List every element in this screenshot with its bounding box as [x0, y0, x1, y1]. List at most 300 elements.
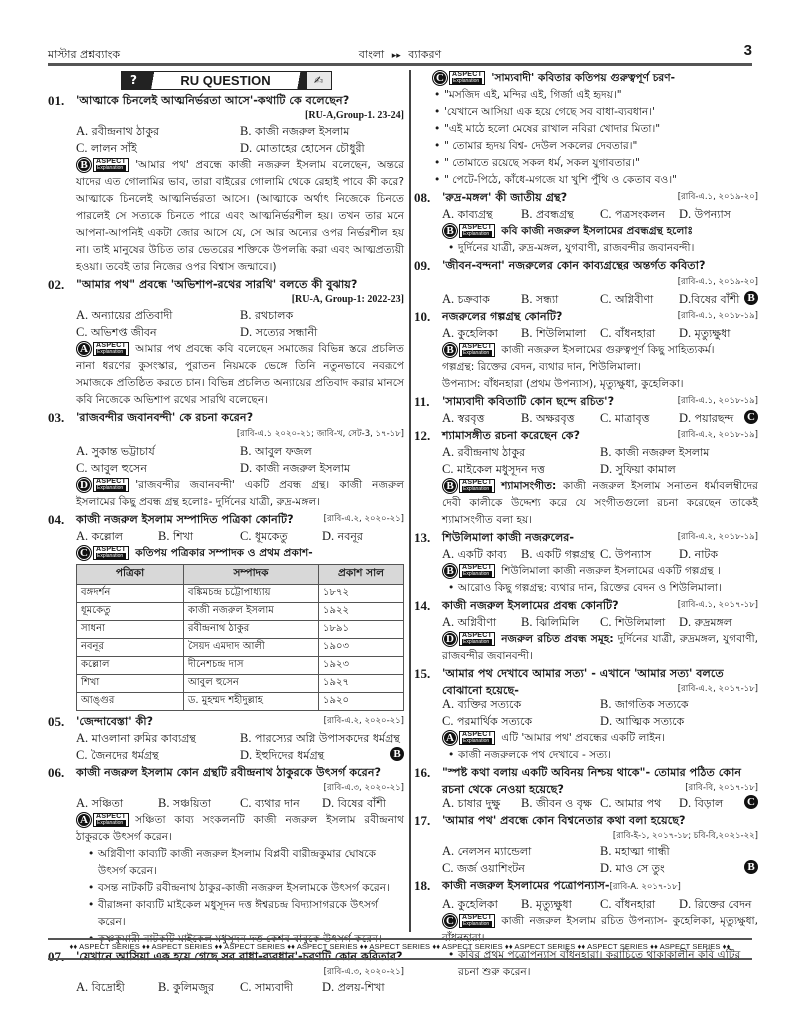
cell-year: ১৯২০: [319, 693, 404, 711]
option-letter: B.: [158, 529, 170, 543]
answer-badge: B: [442, 563, 458, 579]
question-text-wrap: [442, 877, 758, 896]
option-c[interactable]: [76, 747, 240, 764]
option-text: ব্যক্তির সত্যকে: [457, 698, 522, 711]
option-b[interactable]: [521, 546, 600, 563]
option-text: মাওলানা রুমির কাব্যগ্রন্থ: [91, 732, 196, 745]
option-a[interactable]: [442, 206, 521, 223]
explanation-tag: [442, 479, 495, 493]
option-text: সঞ্চয়িতা: [172, 797, 211, 810]
label-top: ASPECT: [462, 914, 493, 921]
option-text: নবনূর: [337, 530, 363, 543]
option-letter: B.: [521, 411, 533, 425]
option-letter: C.: [600, 796, 612, 810]
question-text: 'আত্মাকে চিনলেই আত্মনির্ভরতা আসে'-কথাটি কে বলেছেন?: [76, 94, 350, 107]
question-reference: [রাবি-এ.১, ২০১৮-১৯]: [677, 396, 758, 406]
section-badge: [121, 71, 332, 90]
option-letter: A.: [442, 547, 455, 561]
label-bottom: Explanation: [462, 738, 492, 744]
option-text: কল্লোল: [91, 530, 123, 543]
option-a[interactable]: [442, 325, 521, 342]
question-number: 10.: [414, 309, 431, 324]
options: [414, 795, 758, 812]
option-text: প্রলয়-শিখা: [337, 981, 385, 994]
option-text: মাও সে তুং: [615, 862, 665, 875]
question-number: 16.: [414, 765, 431, 780]
question-reference: [RU-A,Group-1. 23-24]: [305, 110, 404, 121]
question-text: 'রাজবন্দীর জবানবন্দী' কে রচনা করেন?: [76, 411, 254, 424]
cell-editor: ড. মুহম্মদ শহীদুল্লাহ: [184, 693, 319, 711]
question-text: কাজী নজরুল ইসলাম কোন গ্রন্থটি রবীন্দ্রনাথ ঠাকুরকে উৎসর্গ করেন?: [76, 766, 381, 779]
option-b[interactable]: [158, 979, 240, 996]
cell-magazine: ধূমকেতু: [77, 603, 184, 621]
question-text: 'সাম্যবাদী কবিতাটি কোন ছন্দে রচিত'?: [442, 395, 615, 408]
option-b[interactable]: [600, 444, 758, 461]
option-letter: B.: [521, 897, 533, 911]
option-text: সুকান্ত ভট্টাচার্য: [91, 445, 155, 458]
left-column: [48, 70, 404, 996]
question-number: 09.: [414, 258, 431, 273]
option-text: শিউলিমালা: [614, 616, 666, 629]
option-text: সুফিয়া কামাল: [615, 463, 676, 476]
options: [414, 444, 758, 478]
option-a[interactable]: [76, 979, 158, 996]
option-c[interactable]: [600, 206, 679, 223]
option-c[interactable]: [442, 713, 600, 730]
bullet-item: • " তোমাতে রয়েছে সকল ধর্ম, সকল যুগাবতার।": [434, 155, 758, 172]
option-letter: B.: [521, 326, 533, 340]
label-bottom: Explanation: [462, 921, 492, 927]
option-text: কাব্যগ্রন্থ: [457, 208, 493, 221]
option-letter: B.: [521, 207, 533, 221]
cell-year: ১৯২৩: [319, 657, 404, 675]
option-letter: A.: [442, 844, 455, 858]
option-a[interactable]: [442, 291, 521, 308]
question-number: 18.: [414, 878, 431, 893]
option-letter: A.: [442, 411, 455, 425]
option-c[interactable]: [600, 546, 679, 563]
option-letter: C.: [240, 980, 252, 994]
bullet-item: • দুর্দিনের যাত্রী, রুদ্র-মঙ্গল, যুগবাণী, রাজবন্দীর জবানবন্দী।: [448, 240, 758, 257]
option-text: মৃত্যুক্ষুধা: [535, 898, 572, 911]
question-text-wrap: [76, 409, 404, 443]
option-letter: D.: [240, 461, 253, 475]
options: [48, 730, 404, 764]
options: [48, 123, 404, 157]
option-letter: C.: [600, 292, 612, 306]
option-letter: A.: [442, 897, 455, 911]
explanation-tag: [76, 813, 129, 827]
option-letter: C.: [442, 861, 454, 875]
label-bottom: Explanation: [462, 486, 492, 492]
option-a[interactable]: [442, 614, 521, 631]
option-text: বিষের বাঁশী: [691, 293, 740, 306]
option-letter: A.: [76, 980, 89, 994]
table-row: [77, 657, 404, 675]
option-a[interactable]: [76, 123, 240, 140]
explanation-tag: [442, 343, 495, 357]
column-divider: [409, 70, 411, 932]
option-letter: B.: [521, 796, 533, 810]
option-c[interactable]: [76, 460, 240, 477]
option-a[interactable]: [76, 443, 240, 460]
magazine-editor-table: [76, 564, 404, 711]
option-letter: D.: [600, 861, 613, 875]
option-a[interactable]: [76, 307, 240, 324]
question-number: 11.: [414, 394, 430, 409]
option-d[interactable]: [322, 979, 404, 996]
option-text: মোতাহের হোসেন চৌধুরী: [255, 142, 365, 155]
option-text: পরমার্থিক সত্যকে: [456, 715, 533, 728]
option-letter: A.: [76, 308, 89, 322]
options: [48, 307, 404, 341]
option-a[interactable]: [442, 546, 521, 563]
bullet-item: • আরোও কিছু গল্পগ্রন্থ: ব্যথার দান, রিক্তের বেদন ও শিউলিমালা।: [448, 580, 758, 597]
answer-badge: A: [76, 341, 92, 357]
option-text: উপন্যাস: [694, 208, 731, 221]
explanation-tag: [442, 632, 495, 646]
option-letter: A.: [442, 326, 455, 340]
option-text: রথচালক: [254, 309, 294, 322]
option-letter: A.: [442, 445, 455, 459]
question-text: 'রুদ্র-মঙ্গল' কী জাতীয় গ্রন্থ?: [442, 191, 568, 204]
option-letter: D.: [679, 207, 692, 221]
explanation-bullets: [414, 747, 758, 764]
option-b[interactable]: [521, 896, 600, 913]
explanation-bullets: [414, 580, 758, 597]
aspect-explanation-label: [459, 224, 495, 238]
answer-badge: B: [744, 291, 758, 305]
question-number: 07.: [48, 949, 65, 964]
option-letter: D.: [322, 796, 335, 810]
option-c[interactable]: [442, 461, 600, 478]
question-reference: [রাবি-এ.১, ২০১৮-১৯]: [677, 311, 758, 321]
explanation: [48, 157, 404, 276]
aspect-explanation-label: [93, 546, 129, 560]
option-d[interactable]: [240, 324, 404, 341]
option-c[interactable]: [600, 291, 679, 308]
explanation-text: কতিপয় পত্রিকার সম্পাদক ও প্রথম প্রকাশ-: [135, 547, 313, 559]
option-d[interactable]: [322, 528, 404, 545]
option-letter: D.: [679, 796, 692, 810]
option-text: কাজী নজরুল ইসলাম: [255, 462, 351, 475]
option-text: লালন সাঁই: [90, 142, 137, 155]
option-d[interactable]: [240, 747, 404, 764]
explanation-text: সঞ্চিতা কাব্য সংকলনটি কাজী নজরুল ইসলাম রবীন্দ্রনাথ ঠাকুরকে উৎসর্গ করেন।: [76, 814, 404, 843]
explanation-text: কাজী নজরুল ইসলামের গুরুত্বপূর্ণ কিছু সাহিত্যকর্ম।: [501, 344, 715, 356]
option-b[interactable]: [240, 123, 404, 140]
option-text: পত্রসংকলন: [614, 208, 665, 221]
cell-editor: কাজী নজরুল ইসলাম: [184, 603, 319, 621]
option-c[interactable]: [240, 795, 322, 812]
bullet-item: • 'যেখানে আসিয়া এক হয়ে গেছে সব বাধা-ব্যবধান।': [434, 104, 758, 121]
bullet-item: • কবির প্রথম পত্রোপন্যাস বাঁধনহারা। করাচিতে থাকাকালীন কবি এটির রচনা শুরু করেন।: [448, 947, 758, 981]
option-c[interactable]: [240, 979, 322, 996]
aspect-explanation-label: [459, 632, 495, 646]
options: [414, 410, 758, 427]
option-d[interactable]: [679, 614, 758, 631]
question-reference: [রাবি-A. ২০১৭-১৮]: [609, 882, 681, 892]
option-letter: B.: [521, 615, 533, 629]
aspect-explanation-label: [93, 342, 129, 356]
option-text: সঞ্চিতা: [91, 797, 124, 810]
answer-badge: B: [744, 860, 758, 874]
cell-year: ১৯২২: [319, 603, 404, 621]
explanation-bullets: [48, 846, 404, 948]
question-06: [48, 764, 404, 948]
explanation-bullets: [414, 87, 758, 189]
subject-label: বাংলা: [358, 48, 385, 61]
question-text: কাজী নজরুল ইসলাম সম্পাদিত পত্রিকা কোনটি?: [76, 513, 294, 526]
question-18: [414, 877, 758, 981]
table-row: [77, 621, 404, 639]
option-a[interactable]: [442, 696, 600, 713]
label-top: ASPECT: [462, 632, 493, 639]
option-c[interactable]: [600, 896, 679, 913]
option-c[interactable]: [76, 324, 240, 341]
explanation-text: শিউলিমালা কাজী নজরুল ইসলামের একটি গল্পগ্রন্থ ।: [501, 565, 721, 577]
option-text: অগ্নিবীণা: [614, 293, 654, 306]
explanation: [414, 70, 758, 87]
question-text-wrap: [442, 257, 758, 291]
explanation: [414, 563, 758, 580]
bullet-item: • অগ্নিবীণা কাব্যটি কাজী নজরুল ইসলাম বিপ্লবী বারীন্দ্রকুমার ঘোষকে উৎসর্গ করেন।: [88, 846, 404, 880]
explanation-tag: [432, 71, 485, 85]
option-text: আত্মিক সত্যকে: [615, 715, 685, 728]
option-letter: C.: [600, 615, 612, 629]
option-b[interactable]: [600, 843, 758, 860]
option-letter: C.: [600, 897, 612, 911]
option-a[interactable]: [76, 795, 158, 812]
question-text-wrap: [76, 713, 404, 730]
question-reference: [রাবি-এ.১, ২০১৯-২০]: [677, 192, 758, 202]
option-d[interactable]: [679, 896, 758, 913]
right-column: [414, 70, 758, 981]
question-number: 05.: [48, 714, 65, 729]
option-text: অক্ষরবৃত্ত: [535, 412, 575, 425]
bullet-item: • বসন্ত নাটকটি রবীন্দ্রনাথ ঠাকুর-কাজী নজরুল ইসলামকে উৎসর্গ করেন।: [88, 880, 404, 897]
option-text: ব্যথার দান: [254, 797, 300, 810]
label-top: ASPECT: [96, 546, 127, 553]
option-d[interactable]: [600, 461, 758, 478]
option-c[interactable]: [76, 140, 240, 157]
option-text: রিক্তের বেদন: [694, 898, 752, 911]
options: [414, 896, 758, 913]
option-a[interactable]: [76, 730, 240, 747]
option-b[interactable]: [521, 410, 600, 427]
option-b[interactable]: [521, 291, 600, 308]
cell-year: ১৯২৭: [319, 675, 404, 693]
option-c[interactable]: [600, 410, 679, 427]
question-07-explanation: [414, 70, 758, 189]
option-letter: B.: [240, 308, 252, 322]
option-letter: B.: [240, 124, 252, 138]
table-row: [77, 693, 404, 711]
option-a[interactable]: [442, 410, 521, 427]
aspect-explanation-label: [93, 158, 129, 172]
question-number: 04.: [48, 512, 65, 527]
option-d[interactable]: [600, 860, 758, 877]
option-text: চাষার দুক্ষু: [457, 797, 501, 810]
question-text: 'জেন্দাবেস্তা' কী?: [76, 715, 154, 728]
option-letter: A.: [76, 444, 89, 458]
column-header-editor: সম্পাদক: [184, 565, 319, 585]
question-reference: [রাবি-এ.১ ২০২০-২১; জাবি-খ, সেট-3, ১৭-১৮]: [236, 429, 404, 439]
question-reference: [রাবি-বি, ২০১৭-১৮]: [685, 783, 758, 793]
option-text: পারস্যের অগ্নি উপাসকদের ধর্মগ্রন্থ: [254, 732, 400, 745]
options: [48, 443, 404, 477]
options: [414, 843, 758, 877]
question-reference: [রাবি-এ.২, ২০১৭-১৮]: [677, 684, 758, 694]
option-text: মৃত্যুক্ষুধা: [694, 327, 731, 340]
option-text: নেলসন ম্যান্ডেলা: [457, 845, 532, 858]
option-letter: C.: [76, 141, 88, 155]
options: [414, 696, 758, 730]
label-top: ASPECT: [452, 71, 483, 78]
option-b[interactable]: [521, 325, 600, 342]
option-b[interactable]: [600, 696, 758, 713]
question-text: "স্পষ্ট কথা বলায় একটি অবিনয় নিশ্চয় থাকে"- তোমার পঠিত কোন রচনা থেকে নেওয়া হয়েছে?: [442, 766, 742, 796]
aspect-explanation-label: [449, 71, 485, 85]
table-row: [77, 639, 404, 657]
option-d[interactable]: [322, 795, 404, 812]
bullet-item: • "এই মাঠে হলো মেষের রাখাল নবিরা খোদার মিতা।": [434, 121, 758, 138]
question-reference: [রাবি-এ.১, ২০১৭-১৮]: [677, 600, 758, 610]
explanation-tag: [442, 224, 495, 238]
explanation: [48, 545, 404, 562]
option-a[interactable]: [442, 896, 521, 913]
option-b[interactable]: [521, 206, 600, 223]
option-a[interactable]: [442, 795, 521, 812]
question-reference: [রাবি-এ.২, ২০২০-২১]: [323, 716, 404, 726]
option-letter: C.: [600, 326, 612, 340]
option-b[interactable]: [521, 614, 600, 631]
question-number: 15.: [414, 666, 431, 681]
question-number: 03.: [48, 410, 65, 425]
question-04: [48, 511, 404, 711]
question-13: [414, 529, 758, 597]
explanation-tag: [76, 158, 129, 172]
question-text: 'আমার পথ' প্রবন্ধে কোন বিশ্বনেতার কথা বলা হয়েছে?: [442, 814, 686, 827]
option-text: একটি গল্পগ্রন্থ: [535, 548, 595, 561]
question-text: 'যেখানে আসিয়া এক হয়ে গেছে সব বাধা-ব্যবধান'-চরণটি কোন কবিতার?: [76, 950, 403, 963]
question-11: [414, 393, 758, 427]
option-b[interactable]: [158, 795, 240, 812]
explanation-tag: [442, 914, 495, 928]
label-bottom: Explanation: [462, 350, 492, 356]
bullet-item: • বীরাঙ্গনা কাব্যটি মাইকেল মধুসূদন দত্ত ঈশ্বরচন্দ্র বিদ্যাসাগরকে উৎসর্গ করেন।: [88, 897, 404, 931]
option-letter: C.: [600, 207, 612, 221]
option-letter: A.: [76, 731, 89, 745]
options: [414, 291, 758, 308]
option-d[interactable]: [679, 291, 758, 308]
option-d[interactable]: [679, 410, 758, 427]
explanation: [48, 477, 404, 511]
option-d[interactable]: [679, 206, 758, 223]
explanation-tag: [442, 564, 495, 578]
question-text: "আমার পথ" প্রবন্ধে 'অভিশাপ-রথের সারথি' বলতে কী বুঝায়?: [76, 278, 358, 291]
column-header-magazine: পত্রিকা: [77, 565, 184, 585]
page-header: [48, 40, 752, 62]
option-letter: D.: [240, 141, 253, 155]
option-d[interactable]: [600, 713, 758, 730]
option-text: ঝিলিমিলি: [535, 616, 580, 629]
option-letter: D.: [679, 326, 692, 340]
option-letter: C.: [442, 714, 454, 728]
option-d[interactable]: [240, 140, 404, 157]
option-a[interactable]: [442, 843, 600, 860]
option-d[interactable]: [240, 460, 404, 477]
option-c[interactable]: [600, 325, 679, 342]
cell-editor: দীনেশচন্দ্র দাস: [184, 657, 319, 675]
option-text: নাটক: [694, 548, 719, 561]
option-c[interactable]: [240, 528, 322, 545]
question-text-wrap: [442, 427, 758, 444]
answer-badge: C: [744, 795, 758, 809]
option-letter: D.: [679, 547, 692, 561]
question-reference: [রাবি-এ.৩, ২০২০-২১]: [323, 967, 404, 977]
option-b[interactable]: [240, 443, 404, 460]
label-top: ASPECT: [462, 731, 493, 738]
option-text: রুদ্রমঙ্গল: [694, 616, 733, 629]
bullet-item: • "মসজিদ এই, মন্দির এই, গির্জা এই হৃদয়।": [434, 87, 758, 104]
option-letter: B.: [600, 844, 612, 858]
cell-magazine: শিখা: [77, 675, 184, 693]
explanation: [414, 342, 758, 393]
label-bottom: Explanation: [96, 553, 126, 559]
option-d[interactable]: [679, 325, 758, 342]
label-bottom: Explanation: [96, 165, 126, 171]
option-b[interactable]: [521, 795, 600, 812]
section-title: [146, 72, 306, 89]
table-row: [77, 603, 404, 621]
question-text: 'আমার পথ দেখাবে আমার সত্য' - এখানে 'আমার সত্য' বলতে বোঝানো হয়েছে-: [442, 667, 724, 697]
option-letter: D.: [679, 615, 692, 629]
question-text-wrap: [442, 393, 758, 410]
option-c[interactable]: [442, 860, 600, 877]
options: [48, 528, 404, 545]
option-d[interactable]: [679, 546, 758, 563]
question-text: শিউলিমালা কাজী নজরুলের-: [442, 531, 575, 544]
option-a[interactable]: [76, 528, 158, 545]
option-b[interactable]: [240, 307, 404, 324]
option-text: উপন্যাস: [614, 548, 652, 561]
answer-badge: B: [442, 342, 458, 358]
option-b[interactable]: [158, 528, 240, 545]
label-bottom: Explanation: [96, 349, 126, 355]
option-c[interactable]: [600, 614, 679, 631]
option-a[interactable]: [442, 444, 600, 461]
question-15: [414, 665, 758, 764]
bullet-item: • " পেটে-পিঠে, কাঁধে-মগজে যা খুশি পুঁথি ও কেতাব বও।": [434, 172, 758, 189]
question-reference: [রাবি-এ.২, ২০২০-২১]: [323, 514, 404, 524]
option-b[interactable]: [240, 730, 404, 747]
question-text: কাজী নজরুল ইসলামের পত্রোপন্যাস-: [442, 879, 610, 892]
option-letter: D.: [240, 748, 253, 762]
question-number: 01.: [48, 93, 65, 108]
cell-year: ১৮৯১: [319, 621, 404, 639]
bullet-item: • কৃষ্ণকুমারী নাটকটি মাইকেল মধুসূদন দত্ত কেশব বাবুকে উৎসর্গ করেন।: [88, 931, 404, 948]
option-text: বিড়াল: [694, 797, 724, 810]
option-c[interactable]: [600, 795, 679, 812]
option-d[interactable]: [679, 795, 758, 812]
explanation-text: কবি কাজী নজরুল ইসলামের প্রবন্ধগ্রন্থ হলোঃ: [501, 225, 694, 237]
option-text: কাজী নজরুল ইসলাম: [254, 125, 350, 138]
explanation-text: 'সাম্যবাদী' কবিতার কতিপয় গুরুত্বপূর্ণ চরণ-: [491, 72, 676, 84]
question-reference: [রাবি-ই-১, ২০১৭-১৮; চবি-বি,২০২১-২২]: [612, 831, 758, 841]
label-top: ASPECT: [96, 813, 127, 820]
cell-year: ১৯০৩: [319, 639, 404, 657]
